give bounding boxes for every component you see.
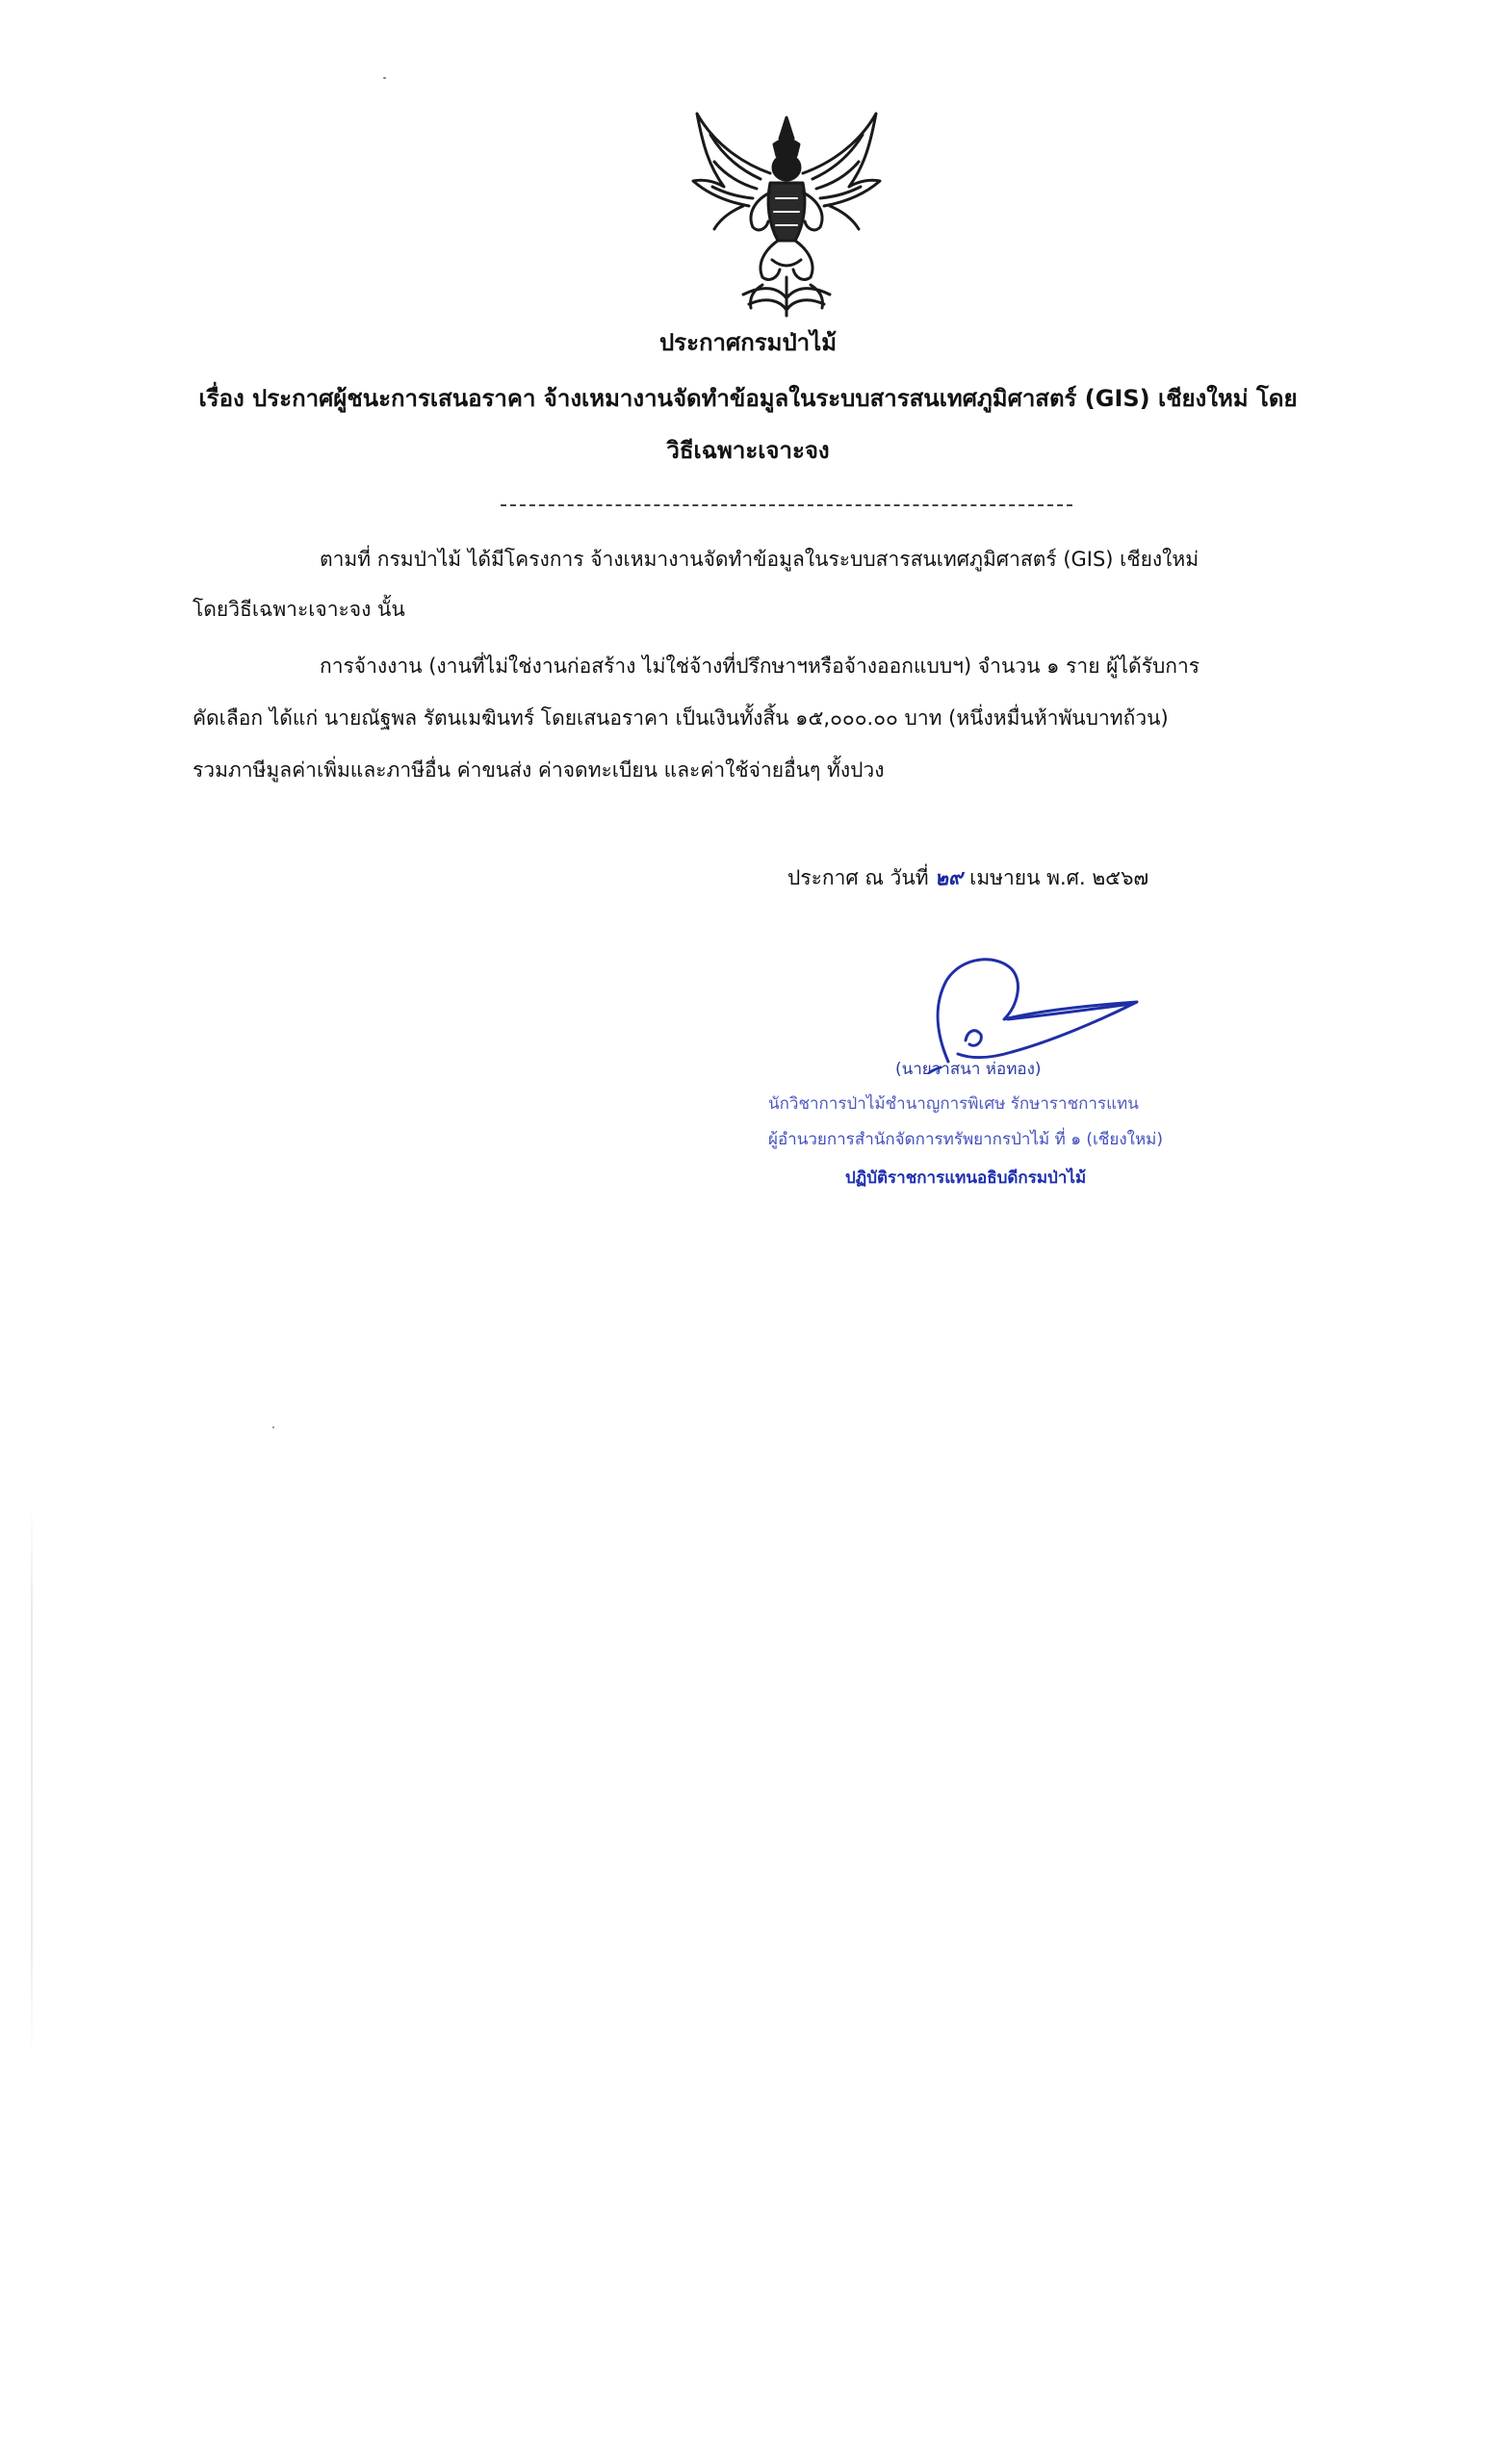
- signatory-name: (นายวาสนา ห่อทอง): [895, 1060, 1042, 1079]
- document-title: ประกาศกรมป่าไม้: [658, 329, 838, 356]
- paragraph-2-line-2: คัดเลือก ได้แก่ นายณัฐพล รัตนเมฆินทร์ โดยเสนอราคา เป็นเงินทั้งสิ้น ๑๕,๐๐๐.๐๐ บาท (หนึ่งหมื่นห้าพันบาทถ้วน): [193, 706, 1169, 730]
- paragraph-1-line-1: ตามที่ กรมป่าไม้ ได้มีโครงการ จ้างเหมางานจัดทำข้อมูลในระบบสารสนเทศภูมิศาสตร์ (GIS) เชียงใหม่: [320, 548, 1199, 571]
- announcement-date: [787, 862, 1148, 894]
- date-day-handwritten: ๒๙: [934, 864, 965, 890]
- signatory-position-line-3: ปฏิบัติราชการแทนอธิบดีกรมป่าไม้: [845, 1168, 1087, 1188]
- garuda-emblem-icon: [685, 106, 888, 320]
- paragraph-2-line-1: การจ้างงาน (งานที่ไม่ใช่งานก่อสร้าง ไม่ใช่จ้างที่ปรึกษาฯหรือจ้างออกแบบฯ) จำนวน ๑ ราย ผู้ได้รับการ: [320, 654, 1200, 678]
- paragraph-2-line-3: รวมภาษีมูลค่าเพิ่มและภาษีอื่น ค่าขนส่ง ค่าจดทะเบียน และค่าใช้จ่ายอื่นๆ ทั้งปวง: [193, 758, 885, 782]
- scan-speck: [272, 1426, 274, 1428]
- dashed-divider: [501, 504, 1072, 506]
- subject-line-1: เรื่อง ประกาศผู้ชนะการเสนอราคา จ้างเหมางานจัดทำข้อมูลในระบบสารสนเทศภูมิศาสตร์ (GIS) เชียงใหม่ โดย: [198, 385, 1298, 412]
- paragraph-1-line-2: โดยวิธีเฉพาะเจาะจง นั้น: [193, 598, 405, 621]
- handwritten-signature: [919, 948, 1150, 1073]
- signatory-position-line-2: ผู้อำนวยการสำนักจัดการทรัพยากรป่าไม้ ที่ ๑ (เชียงใหม่): [768, 1130, 1163, 1149]
- signatory-position-line-1: นักวิชาการป่าไม้ชำนาญการพิเศษ รักษาราชการแทน: [768, 1094, 1139, 1114]
- scan-edge-shadow: [31, 1502, 33, 2060]
- date-prefix: ประกาศ ณ วันที่: [787, 866, 936, 889]
- subject-line-2: วิธีเฉพาะเจาะจง: [666, 437, 830, 464]
- date-suffix: เมษายน พ.ศ. ๒๕๖๗: [963, 866, 1149, 889]
- scan-speck: [383, 77, 386, 79]
